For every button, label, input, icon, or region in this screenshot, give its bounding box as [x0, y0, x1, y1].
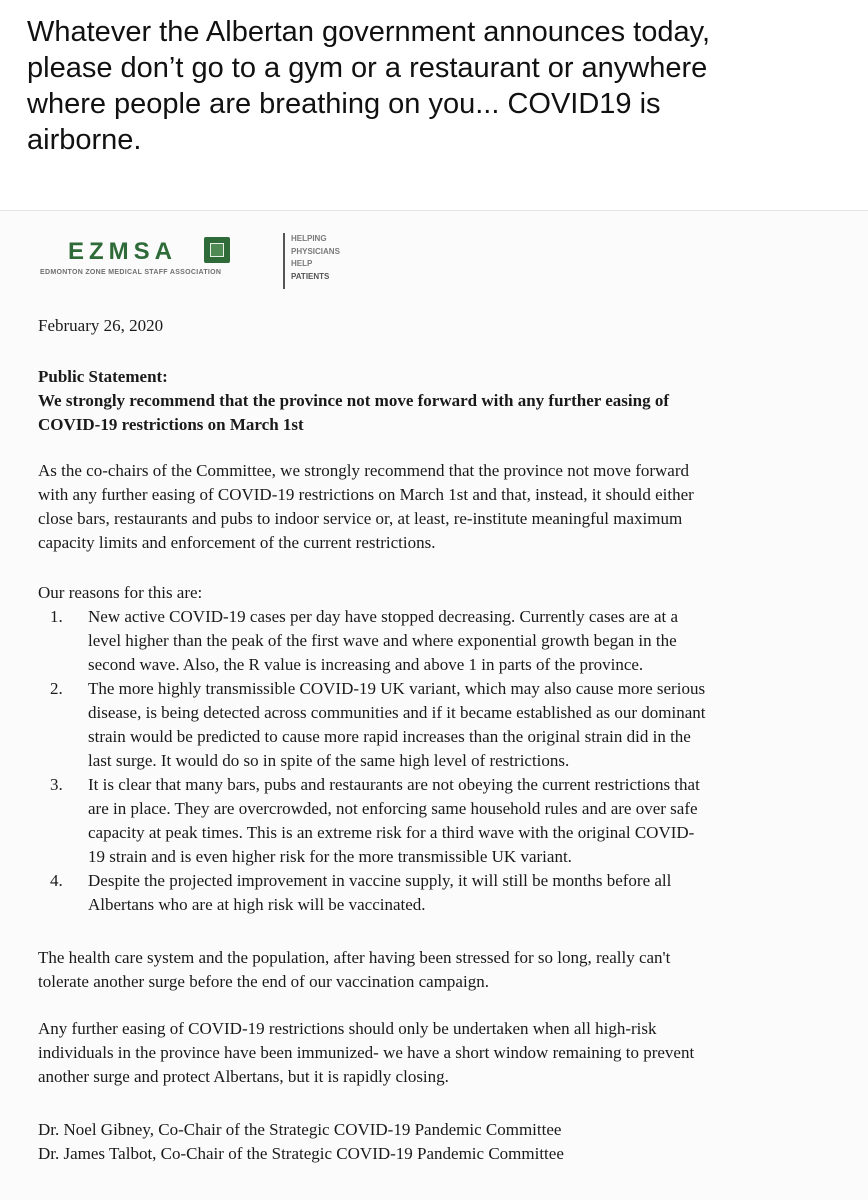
paragraph-line: another surge and protect Albertans, but it is rapidly closing. — [38, 1067, 449, 1086]
paragraph-further-easing — [38, 1017, 858, 1089]
tagline-line: PATIENTS — [291, 271, 330, 281]
statement-heading — [38, 365, 858, 437]
tagline-line: PHYSICIANS — [291, 246, 340, 256]
ezmsa-emblem-icon — [204, 237, 230, 263]
list-item — [38, 773, 858, 869]
paragraph-line: individuals in the province have been immunized- we have a short window remaining to prevent — [38, 1043, 695, 1062]
list-item-line: 19 strain and is even higher risk for the more transmissible UK variant. — [88, 847, 572, 866]
post-text-line: please don’t go to a gym or a restaurant or anywhere — [27, 52, 708, 84]
paragraph-line: As the co-chairs of the Committee, we strongly recommend that the province not move forward — [38, 461, 690, 480]
paragraph-line: capacity limits and enforcement of the current restrictions. — [38, 533, 436, 552]
list-item-number: 4. — [50, 871, 63, 890]
list-item-line: New active COVID-19 cases per day have stopped decreasing. Currently cases are at a — [88, 607, 679, 626]
list-item-line: Despite the projected improvement in vaccine supply, it will still be months before all — [88, 871, 672, 890]
list-item-number: 1. — [50, 607, 63, 626]
list-item-line: second wave. Also, the R value is increasing and above 1 in parts of the province. — [88, 655, 644, 674]
paragraph-line: close bars, restaurants and pubs to indoor service or, at least, re-institute meaningful maximum — [38, 509, 683, 528]
statement-title: Public Statement: — [38, 367, 168, 386]
tagline-line: HELP — [291, 259, 313, 268]
paragraph-health-care — [38, 946, 858, 994]
list-item-line: The more highly transmissible COVID-19 UK variant, which may also cause more serious — [88, 679, 706, 698]
list-item-line: strain would be predicted to cause more rapid increases than the original strain did in the — [88, 727, 691, 746]
paragraph-line: tolerate another surge before the end of our vaccination campaign. — [38, 972, 489, 991]
list-item-line: level higher than the peak of the first wave and where exponential growth began in the — [88, 631, 677, 650]
paragraph-line: with any further easing of COVID-19 restrictions on March 1st and that, instead, it should either — [38, 485, 694, 504]
list-item-number: 2. — [50, 679, 63, 698]
list-item-number: 3. — [50, 775, 63, 794]
logo-text: EZMSA — [68, 238, 177, 265]
paragraph-intro — [38, 459, 858, 555]
list-item-line: are in place. They are overcrowded, not enforcing same household rules and are over safe — [88, 799, 698, 818]
list-item-line: last surge. It would do so in spite of the same high level of restrictions. — [88, 751, 570, 770]
list-item-line: capacity at peak times. This is an extreme risk for a third wave with the original COVID- — [88, 823, 695, 842]
document-image[interactable] — [0, 211, 868, 1200]
logo-subtext: EDMONTON ZONE MEDICAL STAFF ASSOCIATION — [40, 269, 222, 276]
date-text: February 26, 2020 — [38, 316, 164, 335]
signature-line: Dr. James Talbot, Co-Chair of the Strategic COVID-19 Pandemic Committee — [38, 1144, 564, 1163]
reasons-list — [38, 605, 858, 917]
paragraph-line: The health care system and the population, after having been stressed for so long, really can't — [38, 948, 671, 967]
list-item-line: Albertans who are at high risk will be vaccinated. — [88, 895, 426, 914]
letterhead-divider — [283, 233, 285, 289]
tagline — [291, 233, 340, 283]
statement-line: COVID-19 restrictions on March 1st — [38, 415, 304, 434]
post-text-line: airborne. — [27, 124, 142, 156]
post-text — [27, 14, 847, 158]
paragraph-line: Any further easing of COVID-19 restrictions should only be undertaken when all high-risk — [38, 1019, 657, 1038]
list-item — [38, 677, 858, 773]
list-item — [38, 605, 858, 677]
letter-date — [38, 314, 858, 338]
statement-line: We strongly recommend that the province not move forward with any further easing of — [38, 391, 669, 410]
signature-block — [38, 1118, 858, 1166]
list-item — [38, 869, 858, 917]
list-item-line: It is clear that many bars, pubs and restaurants are not obeying the current restrictions that — [88, 775, 700, 794]
post-text-line: Whatever the Albertan government announces today, — [27, 16, 711, 48]
reasons-intro-text: Our reasons for this are: — [38, 583, 203, 602]
signature-line: Dr. Noel Gibney, Co-Chair of the Strategic COVID-19 Pandemic Committee — [38, 1120, 562, 1139]
list-item-line: disease, is being detected across communities and if it became established as our dominant — [88, 703, 706, 722]
reasons-intro — [38, 581, 858, 605]
post-text-line: where people are breathing on you... COVID19 is — [27, 88, 661, 120]
tagline-line: HELPING — [291, 234, 327, 243]
